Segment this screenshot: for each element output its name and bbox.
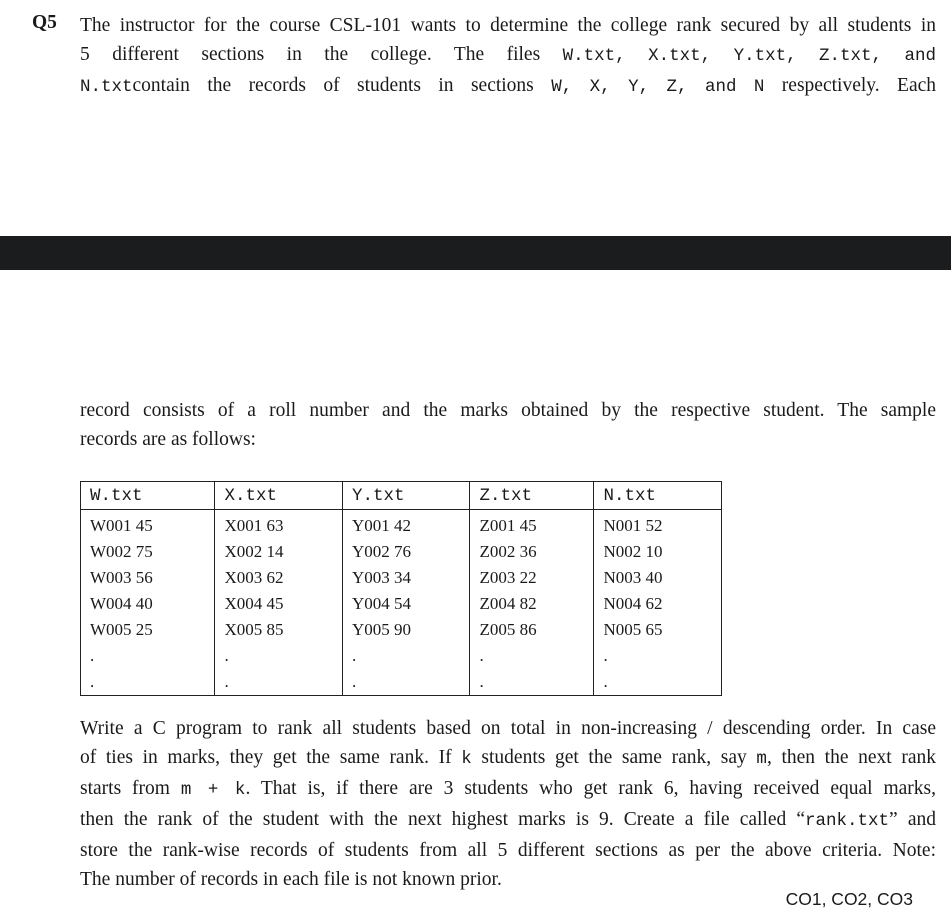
ellipsis-cell: . <box>215 669 343 696</box>
table-cell: W004 40 <box>81 591 215 617</box>
table-row <box>81 539 722 565</box>
table-cell: Z002 36 <box>470 539 594 565</box>
table-cell: X004 45 <box>215 591 343 617</box>
task-line-5: store the rank-wise records of students from all 5 different sections as per the above criteria. Note: <box>80 840 936 861</box>
table-row <box>81 565 722 591</box>
task-line-6: The number of records in each file is not known prior. <box>80 869 502 890</box>
header-w: W.txt <box>81 482 215 510</box>
intro-line-3: N.txtcontain the records of students in sections W, X, Y, Z, and N respectively. Each <box>80 75 937 97</box>
table-cell: N002 10 <box>594 539 722 565</box>
table-header-row <box>81 482 722 510</box>
table-cell: X001 63 <box>215 510 343 540</box>
record-line-1: record consists of a roll number and the marks obtained by the respective student. The sample <box>80 400 936 421</box>
table-cell: N003 40 <box>594 565 722 591</box>
ellipsis-row <box>81 643 722 669</box>
task-line-3: starts from m + k. That is, if there are 3 students who get rank 6, having received equal marks, <box>80 778 936 800</box>
question-number: Q5 <box>32 12 57 33</box>
table-cell: Z001 45 <box>470 510 594 540</box>
ellipsis-cell: . <box>470 643 594 669</box>
ellipsis-cell: . <box>81 669 215 696</box>
sample-records-table <box>80 481 722 696</box>
ellipsis-cell: . <box>81 643 215 669</box>
header-y: Y.txt <box>342 482 470 510</box>
table-row <box>81 510 722 540</box>
intro-line-1-text: The instructor for the course CSL-101 wants to determine the college rank secured by all students in <box>80 15 936 36</box>
table-row <box>81 617 722 643</box>
table-cell: Y001 42 <box>342 510 470 540</box>
table-cell: W005 25 <box>81 617 215 643</box>
task-description <box>80 714 936 894</box>
ellipsis-cell: . <box>342 643 470 669</box>
header-n: N.txt <box>594 482 722 510</box>
table-cell: X003 62 <box>215 565 343 591</box>
table-cell: Z004 82 <box>470 591 594 617</box>
task-line-1: Write a C program to rank all students based on total in non-increasing / descending order. In case <box>80 718 936 739</box>
ellipsis-cell: . <box>594 643 722 669</box>
table-cell: N005 65 <box>594 617 722 643</box>
question-intro <box>80 11 936 102</box>
ellipsis-row <box>81 669 722 696</box>
table-row <box>81 591 722 617</box>
record-line-2: records are as follows: <box>80 429 256 450</box>
ellipsis-cell: . <box>470 669 594 696</box>
header-x: X.txt <box>215 482 343 510</box>
table-cell: N004 62 <box>594 591 722 617</box>
intro-line-2: 5 different sections in the college. The files W.txt, X.txt, Y.txt, Z.txt, and <box>80 44 937 66</box>
table-cell: Y005 90 <box>342 617 470 643</box>
ellipsis-cell: . <box>594 669 722 696</box>
intro-line-1 <box>80 11 936 40</box>
task-line-4: then the rank of the student with the next highest marks is 9. Create a file called “rank.txt” and <box>80 809 936 831</box>
course-outcomes: CO1, CO2, CO3 <box>785 889 913 909</box>
ellipsis-cell: . <box>342 669 470 696</box>
table-cell: Y003 34 <box>342 565 470 591</box>
header-z: Z.txt <box>470 482 594 510</box>
table-cell: W001 45 <box>81 510 215 540</box>
table-cell: Z005 86 <box>470 617 594 643</box>
task-line-2: of ties in marks, they get the same rank. If k students get the same rank, say m, then the next rank <box>80 747 936 769</box>
table-cell: Z003 22 <box>470 565 594 591</box>
redaction-bar <box>0 236 951 270</box>
record-description <box>80 396 936 454</box>
table-cell: W003 56 <box>81 565 215 591</box>
table-cell: X002 14 <box>215 539 343 565</box>
ellipsis-cell: . <box>215 643 343 669</box>
table-cell: Y004 54 <box>342 591 470 617</box>
table-cell: W002 75 <box>81 539 215 565</box>
table-cell: X005 85 <box>215 617 343 643</box>
table-cell: N001 52 <box>594 510 722 540</box>
table-cell: Y002 76 <box>342 539 470 565</box>
